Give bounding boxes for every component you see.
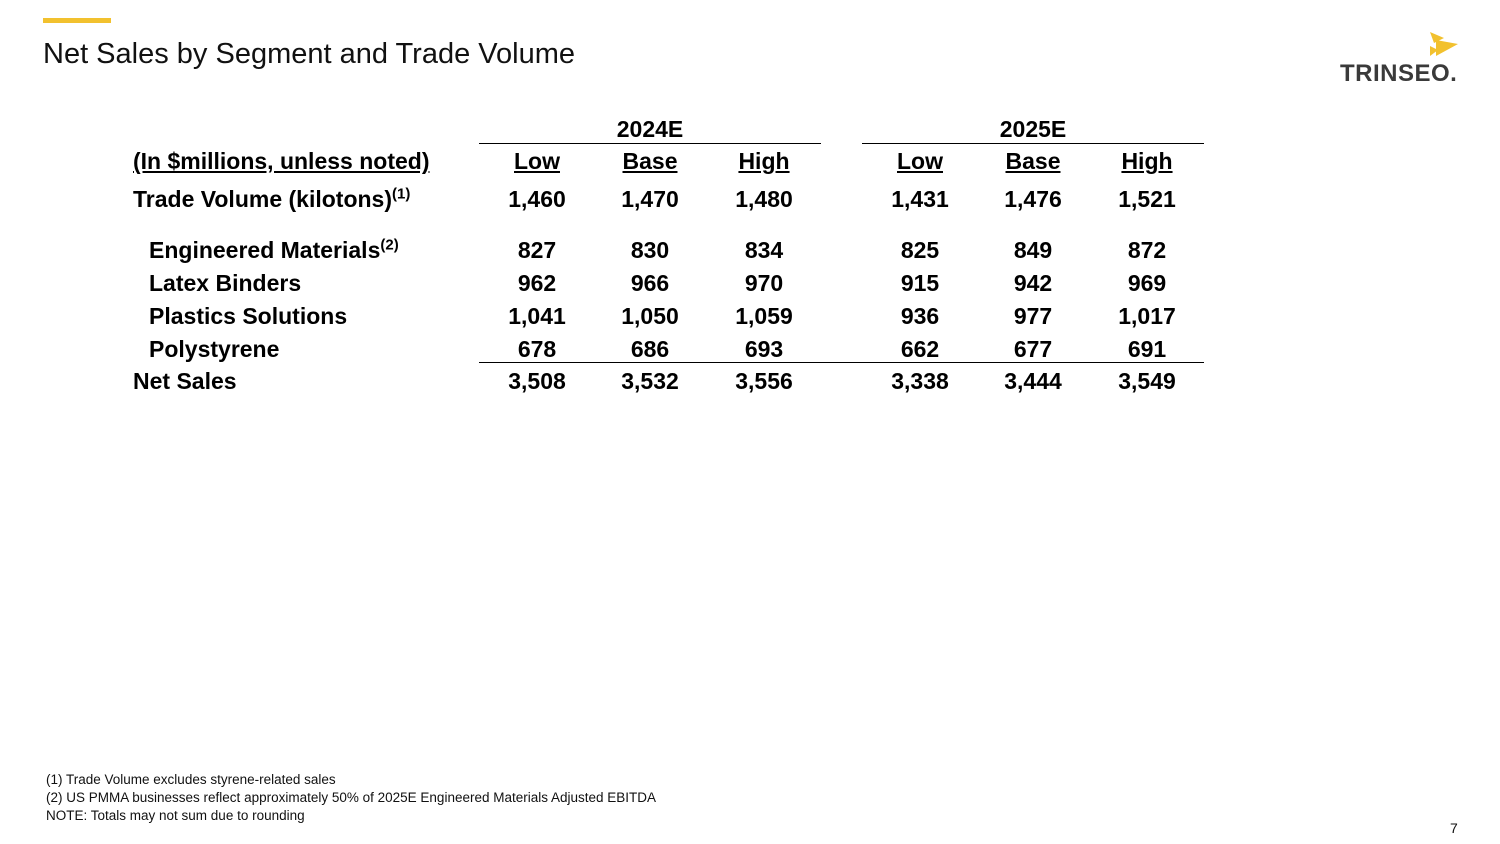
net-sales-2025-low: 3,338 <box>891 368 949 394</box>
row-label-engineered-materials: Engineered Materials$^{(2)}$ <box>149 236 399 263</box>
column-header-2024-high: High <box>738 148 790 174</box>
footnote-1: (1) Trade Volume excludes styrene-related sales <box>46 772 336 787</box>
plastics-solutions-2024-high: 1,059 <box>735 303 793 329</box>
row-label-polystyrene: Polystyrene <box>149 336 280 362</box>
year-2024e-rule <box>479 143 821 144</box>
net-sales-2025-high: 3,549 <box>1118 368 1176 394</box>
footnote-ref-2: (2) <box>380 236 399 254</box>
row-label-trade-volume: Trade Volume (kilotons)$^{(1)}$ <box>133 185 411 212</box>
column-header-2025-low: Low <box>897 148 943 174</box>
latex-binders-2025-high: 969 <box>1127 270 1167 296</box>
polystyrene-2024-high: 693 <box>744 336 784 362</box>
engineered-materials-2025-low: 825 <box>900 237 940 263</box>
net-sales-2024-high: 3,556 <box>735 368 793 394</box>
footnotes <box>46 771 656 825</box>
year-header-2024e: 2024E <box>616 116 684 142</box>
column-header-2024-base: Base <box>622 148 678 174</box>
engineered-materials-2024-low: 827 <box>517 237 557 263</box>
trinseo-logo-icon <box>1428 30 1460 58</box>
row-label-plastics-solutions: Plastics Solutions <box>149 303 348 329</box>
footnote-note: NOTE: Totals may not sum due to rounding <box>46 808 305 823</box>
row-label-net-sales: Net Sales <box>133 368 237 394</box>
polystyrene-2024-low: 678 <box>517 336 557 362</box>
units-header: (In $millions, unless noted) <box>133 148 430 174</box>
column-header-2025-high: High <box>1121 148 1173 174</box>
trade-volume-2025-high: 1,521 <box>1118 186 1176 212</box>
plastics-solutions-2024-base: 1,050 <box>621 303 679 329</box>
net-sales-2025-base: 3,444 <box>1004 368 1062 394</box>
column-header-2024-low: Low <box>514 148 560 174</box>
engineered-materials-2024-high: 834 <box>744 237 784 263</box>
plastics-solutions-2025-high: 1,017 <box>1118 303 1176 329</box>
plastics-solutions-2025-base: 977 <box>1013 303 1053 329</box>
page-title: Net Sales by Segment and Trade Volume <box>43 38 575 70</box>
trade-volume-2024-high: 1,480 <box>735 186 793 212</box>
footnote-2: (2) US PMMA businesses reflect approximately 50% of 2025E Engineered Materials Adjusted EBITDA <box>46 790 657 805</box>
latex-binders-2024-low: 962 <box>517 270 557 296</box>
trade-volume-2025-low: 1,431 <box>891 186 949 212</box>
footnote-ref-1: (1) <box>392 185 411 203</box>
column-header-2025-base: Base <box>1005 148 1061 174</box>
net-sales-total-rule <box>479 362 1204 363</box>
trade-volume-2025-base: 1,476 <box>1004 186 1062 212</box>
latex-binders-2024-base: 966 <box>630 270 670 296</box>
trade-volume-2024-low: 1,460 <box>508 186 566 212</box>
net-sales-2024-base: 3,532 <box>621 368 679 394</box>
trade-volume-2024-base: 1,470 <box>621 186 679 212</box>
page-number: 7 <box>1450 820 1458 836</box>
plastics-solutions-2024-low: 1,041 <box>508 303 566 329</box>
polystyrene-2025-low: 662 <box>900 336 940 362</box>
trinseo-logo <box>1340 30 1465 90</box>
latex-binders-2025-base: 942 <box>1013 270 1053 296</box>
latex-binders-2024-high: 970 <box>744 270 784 296</box>
year-header-2025e: 2025E <box>999 116 1067 142</box>
engineered-materials-2025-high: 872 <box>1127 237 1167 263</box>
polystyrene-2024-base: 686 <box>630 336 670 362</box>
engineered-materials-2024-base: 830 <box>630 237 670 263</box>
engineered-materials-2025-base: 849 <box>1013 237 1053 263</box>
title-accent-bar <box>43 18 111 23</box>
year-2025e-rule <box>862 143 1204 144</box>
plastics-solutions-2025-low: 936 <box>900 303 940 329</box>
net-sales-2024-low: 3,508 <box>508 368 566 394</box>
polystyrene-2025-base: 677 <box>1013 336 1053 362</box>
polystyrene-2025-high: 691 <box>1127 336 1167 362</box>
latex-binders-2025-low: 915 <box>900 270 940 296</box>
row-label-latex-binders: Latex Binders <box>149 270 302 296</box>
trinseo-logo-text: TRINSEO. <box>1340 60 1458 87</box>
